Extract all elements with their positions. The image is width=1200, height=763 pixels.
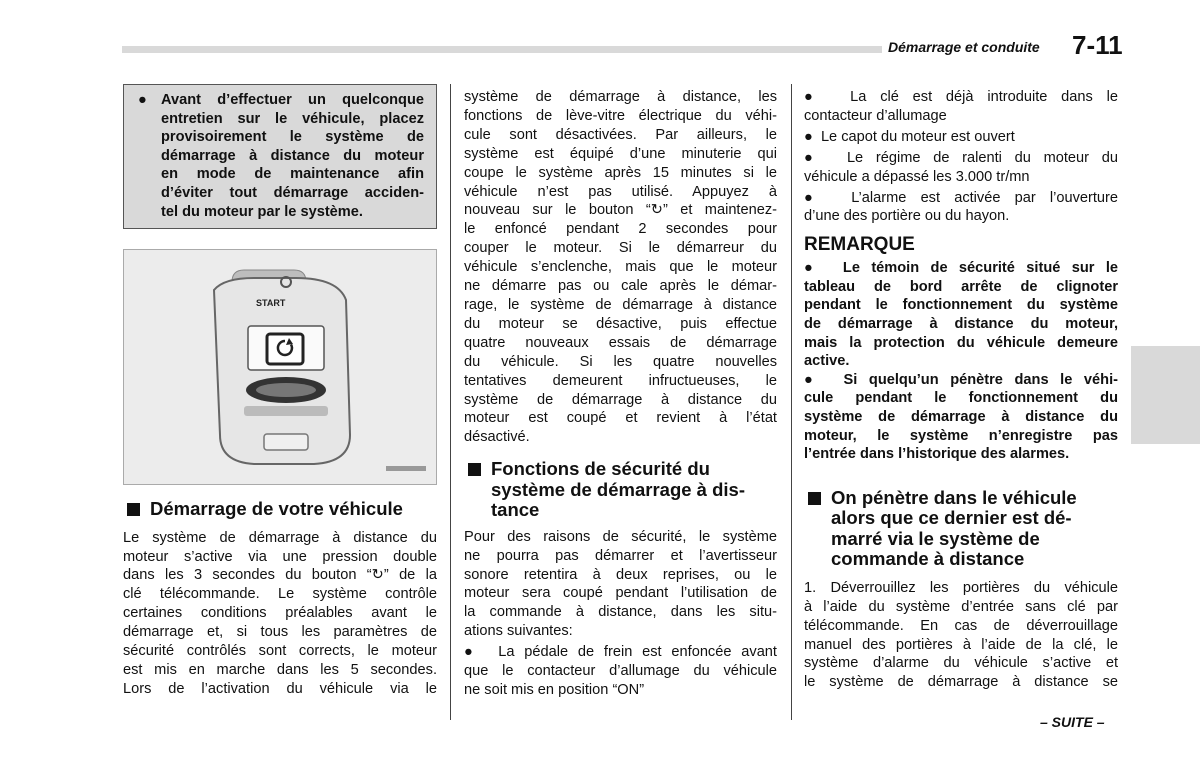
text-line: système est équipé d’une minuterie qui bbox=[464, 145, 777, 162]
warning-line: provisoirement le système de bbox=[161, 129, 424, 146]
section-heading-line: système de démarrage à dis- bbox=[491, 478, 745, 500]
text-line: certaines conditions préalables avant le bbox=[123, 605, 437, 622]
section-heading-line: On pénètre dans le véhicule bbox=[831, 486, 1077, 508]
running-header-title: Démarrage et conduite bbox=[888, 39, 1040, 55]
remark-heading: REMARQUE bbox=[804, 234, 915, 256]
body-paragraph bbox=[123, 529, 437, 699]
text-line: le système de démarrage à distance se bbox=[804, 674, 1118, 691]
text-line: ● Le régime de ralenti du moteur du bbox=[804, 149, 1118, 166]
body-paragraph bbox=[464, 88, 777, 447]
text-line: 1. Déverrouillez les portières du véhicule bbox=[804, 579, 1118, 596]
remark-block bbox=[804, 259, 1118, 464]
text-line: tentatives demeurent infructueuses, le bbox=[464, 372, 777, 389]
text-line: pendant le fonctionnement du système bbox=[804, 297, 1118, 314]
chapter-thumb-tab bbox=[1131, 346, 1200, 444]
bullet-dot: ● bbox=[464, 644, 499, 661]
fob-start-label: START bbox=[256, 298, 286, 309]
warning-line: Avant d’effectuer un quelconque bbox=[161, 92, 424, 108]
text-line: ne pourra pas démarrer et l’avertisseur bbox=[464, 547, 777, 564]
page-number: 7-11 bbox=[1072, 30, 1123, 60]
text-line: système de démarrage à distance, les bbox=[464, 89, 777, 105]
text-line: moteur est coupé et revient à l’état bbox=[464, 410, 777, 427]
key-fob-illustration bbox=[124, 250, 436, 484]
warning-box bbox=[123, 84, 437, 229]
section-heading-text: Démarrage de votre véhicule bbox=[150, 498, 403, 520]
bullet-item bbox=[804, 189, 1118, 227]
text-line: le enfoncé pendant 2 secondes pour bbox=[464, 221, 777, 238]
text-line: ations suivantes: bbox=[464, 623, 573, 640]
text-line: quatre nouveaux essais de démarrage bbox=[464, 334, 777, 351]
bullet-dot: ● bbox=[804, 89, 851, 105]
text-line: ● Le capot du moteur est ouvert bbox=[804, 128, 1015, 145]
section-heading-line: commande à distance bbox=[831, 548, 1025, 570]
text-line: moteur s’active via une pression double bbox=[123, 548, 437, 565]
text-line: de démarrage à distance du moteur, bbox=[804, 316, 1118, 333]
bullet-dot: ● bbox=[804, 189, 852, 206]
section-heading-line: alors que ce dernier est dé- bbox=[831, 507, 1072, 529]
text-line: cule pendant le fonctionnement du bbox=[804, 390, 1118, 407]
column-2 bbox=[464, 88, 777, 700]
section-heading-line: marré via le système de bbox=[831, 527, 1040, 549]
column-3 bbox=[804, 88, 1118, 692]
text-line: télécommande. En cas de déverrouillage bbox=[804, 617, 1118, 634]
text-line: démarrage et, si tous les paramètres de bbox=[123, 624, 437, 641]
section-heading-line: Fonctions de sécurité du bbox=[491, 458, 710, 480]
text-line: Lors de l’activation du véhicule via le bbox=[123, 680, 437, 697]
text-line: tableau de bord arrête de clignoter bbox=[804, 278, 1118, 295]
text-line: manuel des portières à l’aide de la clé, le bbox=[804, 636, 1118, 653]
text-line: ne démarre pas ou cale après le démar- bbox=[464, 278, 777, 295]
text-line: dans les 3 secondes du bouton “↻” de la bbox=[123, 567, 437, 584]
text-line: ● La clé est déjà introduite dans le bbox=[804, 89, 1118, 105]
square-bullet-icon bbox=[127, 503, 140, 516]
text-line: cule sont désactivées. Par ailleurs, le bbox=[464, 126, 777, 143]
bullet-item bbox=[804, 149, 1118, 187]
warning-line: d’éviter tout démarrage acciden- bbox=[161, 184, 424, 201]
column-divider bbox=[791, 84, 792, 720]
square-bullet-icon bbox=[808, 492, 821, 505]
text-line: mais la protection du véhicule demeure bbox=[804, 334, 1118, 351]
text-line: du moteur se désactive, puis effectue bbox=[464, 315, 777, 332]
text-line: désactivé. bbox=[464, 429, 530, 446]
text-line: contacteur d’allumage bbox=[804, 107, 947, 124]
text-line: du véhicule. Si les quatre nouvelles bbox=[464, 353, 777, 370]
text-line: ● Si quelqu’un pénètre dans le véhi- bbox=[804, 371, 1118, 388]
text-line: l’entrée dans l’historique des alarmes. bbox=[804, 446, 1070, 463]
text-line: système de démarrage à distance du bbox=[464, 391, 777, 408]
text-line: système de démarrage à distance du bbox=[804, 409, 1118, 425]
bullet-dot: ● bbox=[804, 128, 821, 145]
text-line: d’une des portière ou du hayon. bbox=[804, 208, 1010, 225]
text-line: système d’alarme du véhicule s’active et bbox=[804, 655, 1118, 672]
text-line: la commande à distance, dans les situ- bbox=[464, 604, 777, 621]
text-line: sécurité contrôlés sont corrects, le moteur bbox=[123, 643, 437, 660]
text-line: est mis en marche dans les 5 secondes. bbox=[123, 662, 437, 678]
warning-line: entretien sur le véhicule, placez bbox=[161, 110, 424, 127]
square-bullet-icon bbox=[468, 463, 481, 476]
text-line: Pour des raisons de sécurité, le système bbox=[464, 528, 777, 545]
text-line: Le système de démarrage à distance du bbox=[123, 529, 437, 546]
text-line: nouveau sur le bouton “↻” et maintenez- bbox=[464, 202, 777, 219]
text-line: véhicule s’enclenche, mais que le moteur bbox=[464, 259, 777, 276]
column-divider bbox=[450, 84, 451, 720]
warning-line: démarrage à distance du moteur bbox=[161, 147, 424, 164]
warning-line: en mode de maintenance afin bbox=[161, 166, 424, 183]
body-paragraph bbox=[464, 528, 777, 641]
text-line: fonctions de lève-vitre électrique du véhi- bbox=[464, 107, 777, 124]
remote-start-icon: ↻ bbox=[371, 567, 384, 584]
text-line: véhicule n’est pas utilisé. Appuyez à bbox=[464, 183, 777, 200]
bullet-dot: ● bbox=[804, 260, 843, 277]
text-line: moteur sera coupé pendant l’utilisation de bbox=[464, 585, 777, 602]
bullet-dot: ● bbox=[138, 92, 147, 108]
header-rule bbox=[122, 46, 882, 53]
text-line: ne soit mis en position “ON” bbox=[464, 681, 645, 698]
bullet-dot: ● bbox=[804, 371, 844, 388]
warning-line: tel du moteur par le système. bbox=[161, 203, 363, 220]
bullet-dot: ● bbox=[804, 149, 847, 166]
remote-start-icon: ↻ bbox=[650, 202, 663, 219]
step-paragraph bbox=[804, 579, 1118, 692]
text-line: à l’aide du système d’entrée sans clé par bbox=[804, 598, 1118, 615]
section-heading bbox=[804, 488, 1118, 570]
text-line: ● L’alarme est activée par l’ouverture bbox=[804, 189, 1118, 206]
text-line: ● La pédale de frein est enfoncée avant bbox=[464, 644, 777, 661]
text-line: sonore retentira à deux reprises, ou le bbox=[464, 566, 777, 583]
text-line: coupe le système après 15 minutes si le bbox=[464, 164, 777, 181]
text-line: que le contacteur d’allumage du véhicule bbox=[464, 663, 777, 680]
key-fob-photo bbox=[123, 249, 437, 485]
bullet-item bbox=[464, 643, 777, 700]
text-line: véhicule a dépassé les 3.000 tr/mn bbox=[804, 168, 1030, 185]
column-1 bbox=[123, 84, 437, 699]
section-heading bbox=[464, 459, 777, 521]
text-line: couper le moteur. Si le démarreur du bbox=[464, 240, 777, 257]
text-line: moteur, le système n’enregistre pas bbox=[804, 427, 1118, 444]
continued-marker: – SUITE – bbox=[1040, 714, 1105, 730]
text-line: rage, le système de démarrage à distance bbox=[464, 296, 777, 313]
text-line: active. bbox=[804, 353, 850, 370]
section-heading-line: tance bbox=[491, 499, 540, 521]
bullet-item bbox=[804, 128, 1118, 147]
text-line: clé télécommande. Le système contrôle bbox=[123, 586, 437, 603]
bullet-item bbox=[804, 88, 1118, 126]
section-heading bbox=[123, 499, 437, 520]
text-line: ● Le témoin de sécurité situé sur le bbox=[804, 260, 1118, 277]
